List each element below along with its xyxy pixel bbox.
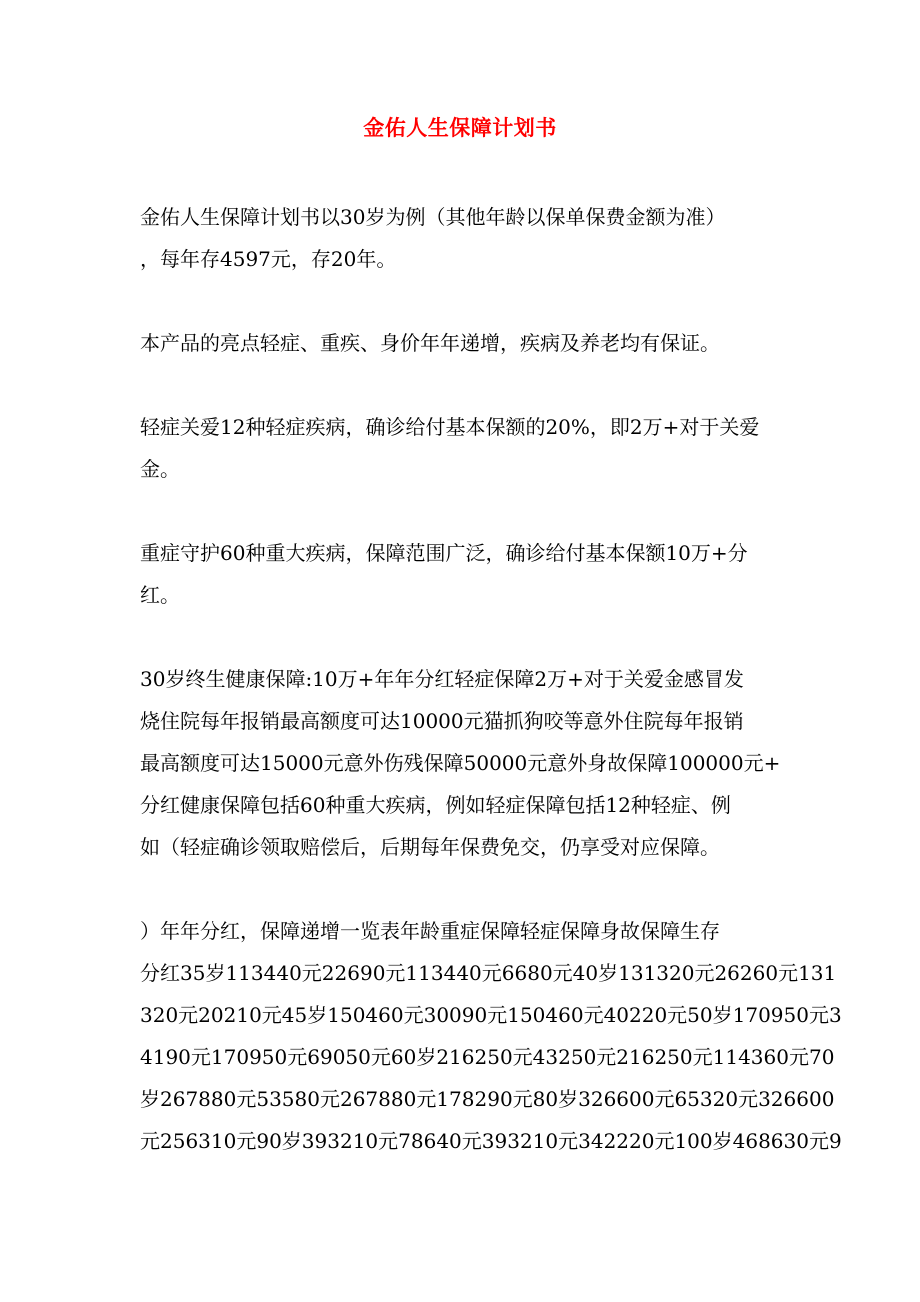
text-line: 重症守护60种重大疾病，保障范围广泛，确诊给付基本保额10万+分 bbox=[140, 541, 748, 565]
paragraph-highlights bbox=[140, 322, 720, 364]
text-line: 4190元170950元69050元60岁216250元43250元216250元114360元70 bbox=[140, 1045, 835, 1069]
text-line: 分红35岁113440元22690元113440元6680元40岁131320元26260元131 bbox=[140, 961, 837, 985]
paragraph-intro bbox=[140, 196, 725, 280]
text-line: 分红健康保障包括60种重大疾病，例如轻症保障包括12种轻症、例 bbox=[140, 793, 731, 817]
text-line: 红。 bbox=[140, 583, 180, 607]
text-line: 轻症关爱12种轻症疾病，确诊给付基本保额的20%，即2万+对于关爱 bbox=[140, 415, 760, 439]
text-line: 最高额度可达15000元意外伤残保障50000元意外身故保障100000元+ bbox=[140, 751, 781, 775]
text-line: 本产品的亮点轻症、重疾、身价年年递增，疾病及养老均有保证。 bbox=[140, 331, 720, 355]
text-line: 如（轻症确诊领取赔偿后，后期每年保费免交，仍享受对应保障。 bbox=[140, 835, 720, 859]
text-line: 320元20210元45岁150460元30090元150460元40220元50岁170950元3 bbox=[140, 1003, 842, 1027]
paragraph-critical-illness bbox=[140, 532, 748, 616]
text-line: ）年年分红，保障递增一览表年龄重症保障轻症保障身故保障生存 bbox=[140, 919, 720, 943]
text-line: 金。 bbox=[140, 457, 180, 481]
text-line: ，每年存4597元，存20年。 bbox=[140, 247, 397, 271]
text-line: 金佑人生保障计划书以30岁为例（其他年龄以保单保费金额为准） bbox=[140, 205, 726, 229]
text-line: 岁267880元53580元267880元178290元80岁326600元65320元326600 bbox=[140, 1087, 835, 1111]
paragraph-mild-illness bbox=[140, 406, 759, 490]
text-line: 烧住院每年报销最高额度可达10000元猫抓狗咬等意外住院每年报销 bbox=[140, 709, 744, 733]
paragraph-dividend-table bbox=[140, 910, 842, 1162]
paragraph-lifetime-health bbox=[140, 658, 780, 868]
document-title: 金佑人生保障计划书 bbox=[363, 115, 557, 140]
text-line: 元256310元90岁393210元78640元393210元342220元100岁468630元9 bbox=[140, 1129, 842, 1153]
text-line: 30岁终生健康保障:10万+年年分红轻症保障2万+对于关爱金感冒发 bbox=[140, 667, 744, 691]
